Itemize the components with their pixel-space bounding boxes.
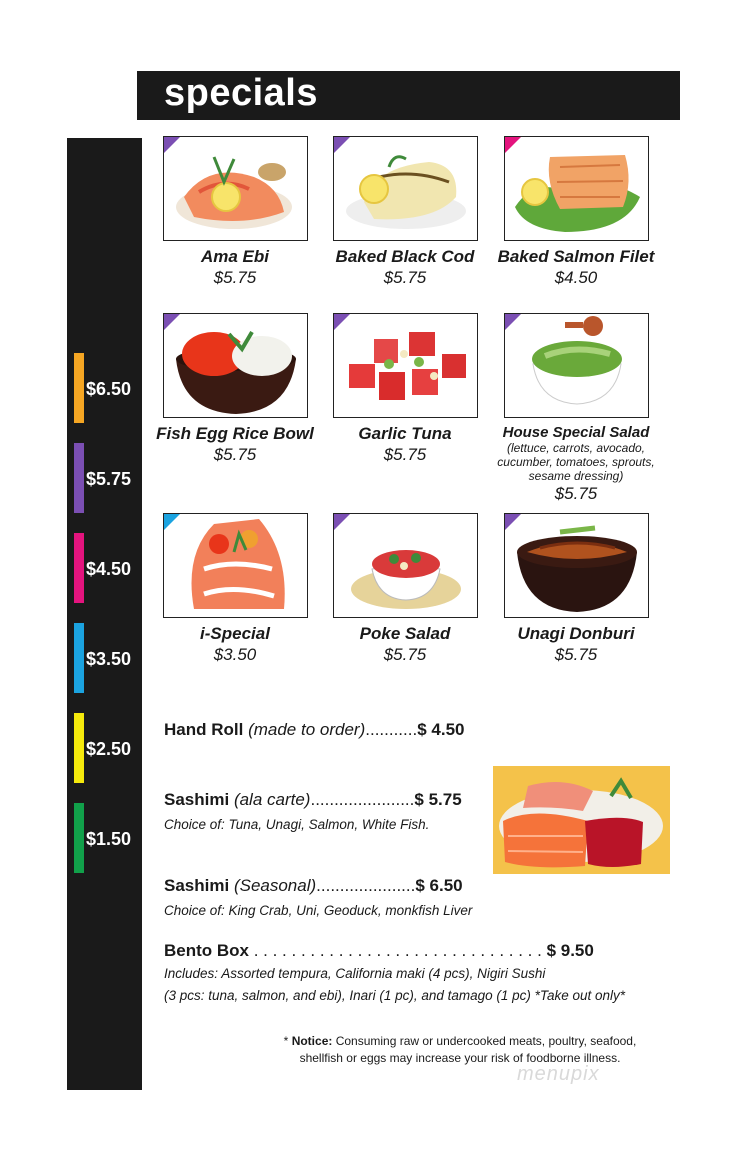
- salmon-fillet-icon: [504, 136, 649, 241]
- item-name: Unagi Donburi: [517, 624, 635, 643]
- item-name: Ama Ebi: [200, 247, 270, 266]
- legend-item-650: [74, 353, 140, 423]
- legend-price: $2.50: [86, 739, 132, 759]
- eel-bowl-icon: [504, 513, 649, 618]
- fish-fillet-icon: [333, 136, 478, 241]
- menu-card-poke-salad: [320, 513, 490, 665]
- item-price: $5.75: [383, 268, 427, 287]
- price-tag-corner: [505, 514, 521, 530]
- item-name: House Special Salad: [502, 424, 650, 441]
- hand-roll-line: [164, 720, 464, 740]
- item-price: $ 4.50: [417, 720, 465, 739]
- price-tag-corner: [505, 137, 521, 153]
- legend-color-bar: [74, 713, 84, 783]
- sashimi-item: [164, 790, 462, 836]
- item-price: $4.50: [554, 268, 598, 287]
- legend-color-bar: [74, 533, 84, 603]
- legend-item-250: [74, 713, 140, 783]
- price-tag-corner: [334, 137, 350, 153]
- leader-dots: . . . . . . . . . . . . . . . . . . . . . . . . . . . . . . .: [249, 941, 547, 960]
- legend-price: $5.75: [86, 469, 132, 489]
- item-price: $ 9.50: [546, 941, 594, 960]
- item-price: $3.50: [213, 645, 257, 664]
- page-title: specials: [164, 72, 318, 114]
- leader-dots: ...........: [365, 720, 418, 739]
- item-includes: Includes: Assorted tempura, California maki (4 pcs), Nigiri Sushi: [164, 966, 546, 981]
- legend-color-bar: [74, 803, 84, 873]
- menu-card-garlic-tuna: [320, 313, 490, 465]
- legend-price: $3.50: [86, 649, 132, 669]
- item-price: $5.75: [213, 445, 257, 464]
- leader-dots: .....................: [316, 876, 416, 895]
- sushi-roll-icon: [163, 513, 308, 618]
- menu-card-baked-black-cod: [320, 136, 490, 288]
- item-price: $5.75: [554, 645, 598, 664]
- legend-color-bar: [74, 443, 84, 513]
- notice-asterisk: *: [283, 1034, 292, 1048]
- menu-card-fish-egg-rice-bowl: [150, 313, 320, 465]
- price-legend-sidebar: [67, 138, 142, 1090]
- sashimi-line: [164, 790, 462, 810]
- leader-dots: ......................: [310, 790, 415, 809]
- item-description: (lettuce, carrots, avocado, cucumber, tomatoes, sprouts, sesame dressing): [497, 441, 655, 483]
- notice-line-2: shellfish or eggs may increase your risk of foodborne illness.: [299, 1051, 621, 1065]
- menu-card-baked-salmon-filet: [491, 136, 661, 288]
- price-tag-corner: [334, 314, 350, 330]
- price-tag-corner: [164, 137, 180, 153]
- health-notice: [280, 1033, 640, 1067]
- item-price: $5.75: [383, 445, 427, 464]
- hand-roll-item: [164, 720, 464, 740]
- notice-text: Consuming raw or undercooked meats, poultry, seafood,: [335, 1034, 637, 1048]
- bento-box-line: [164, 941, 625, 961]
- item-price: $5.75: [383, 645, 427, 664]
- item-name: Garlic Tuna: [358, 424, 452, 443]
- legend-item-575: [74, 443, 140, 513]
- sashimi-seasonal-item: [164, 876, 472, 922]
- price-tag-corner: [164, 514, 180, 530]
- sashimi-seasonal-line: [164, 876, 472, 896]
- item-note: (made to order): [248, 720, 366, 739]
- sashimi-plate-icon: [493, 766, 670, 874]
- item-price: $5.75: [554, 484, 598, 503]
- shrimp-plate-icon: [163, 136, 308, 241]
- notice-line-1: [280, 1033, 640, 1050]
- item-name: Baked Black Cod: [335, 247, 475, 266]
- item-name: Bento Box: [164, 941, 249, 960]
- item-name: Sashimi: [164, 876, 230, 895]
- item-includes-continued: (3 pcs: tuna, salmon, and ebi), Inari (1 pc), and tamago (1 pc) *Take out only*: [164, 988, 625, 1003]
- item-name: Poke Salad: [359, 624, 451, 643]
- item-name: Hand Roll: [164, 720, 244, 739]
- legend-price: $1.50: [86, 829, 132, 849]
- item-name: Baked Salmon Filet: [497, 247, 655, 266]
- poke-bowl-icon: [333, 513, 478, 618]
- item-name: Sashimi: [164, 790, 230, 809]
- watermark: menupix: [517, 1063, 600, 1085]
- specials-header: [137, 71, 680, 120]
- salad-bowl-icon: [504, 313, 649, 418]
- item-choices: Choice of: Tuna, Unagi, Salmon, White Fish.: [164, 817, 430, 832]
- menu-card-unagi-donburi: [491, 513, 661, 665]
- item-choices: Choice of: King Crab, Uni, Geoduck, monkfish Liver: [164, 903, 473, 918]
- item-name: i-Special: [200, 624, 270, 643]
- item-price: $5.75: [213, 268, 257, 287]
- menu-card-i-special: [150, 513, 320, 665]
- item-note: (Seasonal): [233, 876, 317, 895]
- price-tag-corner: [164, 314, 180, 330]
- menu-card-ama-ebi: [150, 136, 320, 288]
- legend-color-bar: [74, 623, 84, 693]
- rice-bowl-icon: [163, 313, 308, 418]
- legend-item-350: [74, 623, 140, 693]
- notice-label: Notice:: [291, 1034, 333, 1048]
- tuna-cubes-icon: [333, 313, 478, 418]
- bento-box-item: [164, 941, 625, 1007]
- legend-item-450: [74, 533, 140, 603]
- item-price: $ 6.50: [415, 876, 463, 895]
- price-tag-corner: [334, 514, 350, 530]
- item-note: (ala carte): [233, 790, 311, 809]
- legend-item-150: [74, 803, 140, 873]
- legend-price: $6.50: [86, 379, 132, 399]
- legend-color-bar: [74, 353, 84, 423]
- menu-card-house-special-salad: [491, 313, 661, 504]
- legend-price: $4.50: [86, 559, 132, 579]
- price-tag-corner: [505, 314, 521, 330]
- item-name: Fish Egg Rice Bowl: [156, 424, 314, 443]
- item-price: $ 5.75: [414, 790, 462, 809]
